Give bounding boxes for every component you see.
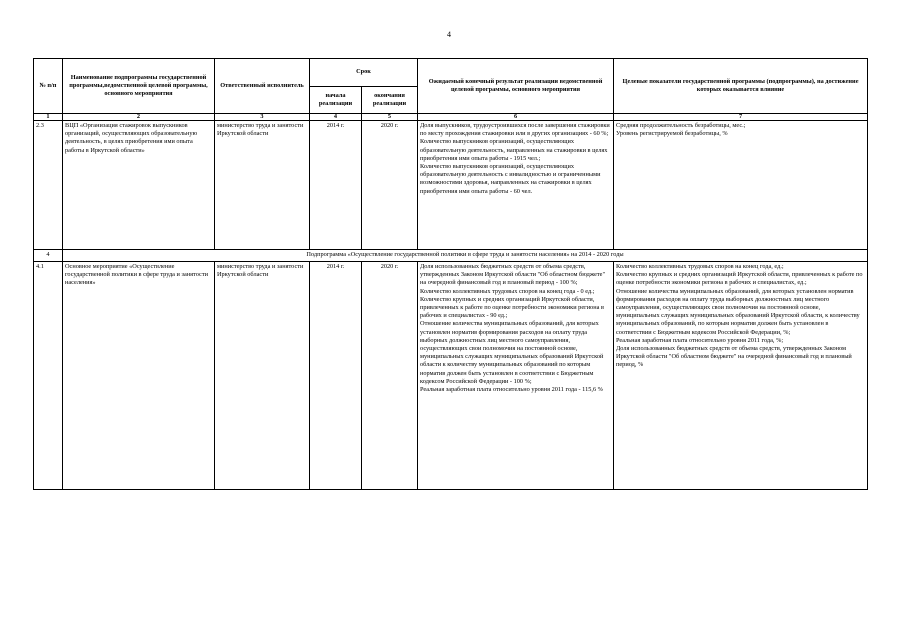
row-name: ВЦП «Организация стажировок выпускников организаций, осуществляющих образовательную деятельность, в целях приобретения ими опыта работы в Иркутской области» [63,121,215,250]
row-result [418,121,614,250]
column-number: 4 [310,114,362,121]
header-start: начала реализации [310,86,362,114]
header-name: Наименование подпрограммы государственной программы,ведомственной целевой программы, основного мероприятия [63,59,215,114]
indicator-item: Доля использованных бюджетных средств от объема средств, утвержденных Законом Иркутской области "Об областном бюджете" на очередной финансовый год и плановый период, % [616,345,852,369]
table-row [34,262,868,490]
column-number-row [34,114,868,121]
header-term: Срок [310,59,418,87]
row-indicators [614,121,868,250]
subprogram-row [34,250,868,262]
result-item: Количество коллективных трудовых споров на конец года - 0 ед.; [420,287,595,295]
subprogram-number: 4 [34,250,63,262]
result-item: Отношение количества муниципальных образований, для которых установлен норматив формирования расходов на оплату труда выборных должностных лиц местного самоуправления, осуществляющих свои полномочия на постоянной основе, муниципальных служащих муниципальных образований Иркутской области к количеству муниципальных образований по которым норматив должен быть установлен в соответствии с Бюджетным кодексом Российской Федерации - 100 %; [420,320,604,385]
row-end: 2020 г. [362,262,418,490]
result-item: Доля выпускников, трудоустроившихся после завершения стажировки по месту прохождения стажировки или в других организациях - 60 %; [420,122,610,138]
row-executor: министерство труда и занятости Иркутской области [215,262,310,490]
row-indicators [614,262,868,490]
row-start: 2014 г. [310,121,362,250]
indicator-item: Количество крупных и средних организаций Иркутской области, привлеченных к работе по оценке потребности экономики региона в рабочих и специалистах, ед.; [616,271,863,287]
page-number: 4 [447,30,451,39]
program-table [33,58,868,490]
subprogram-title: Подпрограмма «Осуществление государственной политики в сфере труда и занятости населения» на 2014 - 2020 годы [63,250,868,262]
row-number: 2.3 [34,121,63,250]
header-indicators: Целевые показатели государственной программы (подпрограммы), на достижение которых оказывается влияние [614,59,868,114]
column-number: 6 [418,114,614,121]
indicator-item: Отношение количества муниципальных образований, для которых установлен норматив формирования расходов на оплату труда выборных должностных лиц местного самоуправления, осуществляющих свои полномочия на постоянной основе, муниципальных служащих муниципальных образований Иркутской области, к количеству муниципальных образований, по которым норматив должен быть установлен в соответствии с Бюджетным кодексом Российской Федерации, %; [616,287,860,336]
row-executor: министерство труда и занятости Иркутской области [215,121,310,250]
result-item: Количество выпускников организаций, осуществляющих образовательную деятельность, направленных на стажировки в целях приобретения ими опыта работы - 1915 чел.; [420,138,608,162]
indicator-item: Количество коллективных трудовых споров на конец года, ед.; [616,263,784,270]
column-number: 1 [34,114,63,121]
header-executor: Ответственный исполнитель [215,59,310,114]
indicator-item: Реальная заработная плата относительно уровня 2011 года, %; [616,336,784,344]
program-table-container [33,58,867,490]
table-row [34,121,868,250]
column-number: 3 [215,114,310,121]
row-number: 4.1 [34,262,63,490]
column-number: 5 [362,114,418,121]
column-number: 2 [63,114,215,121]
row-result [418,262,614,490]
row-name: Основное мероприятие «Осуществление государственной политики в сфере труда и занятости населения» [63,262,215,490]
result-item: Доля использованных бюджетных средств от объема средств, утвержденных Законом Иркутской области "Об областном бюджете" на очередной финансовый год и плановый период - 100 %; [420,263,606,287]
header-result: Ожидаемый конечный результат реализации ведомственной целевой программы, основного мероприятия [418,59,614,114]
header-end: окончания реализации [362,86,418,114]
result-item: Реальная заработная плата относительно уровня 2011 года - 115,6 % [420,386,603,394]
row-start: 2014 г. [310,262,362,490]
row-end: 2020 г. [362,121,418,250]
indicator-item: Средняя продолжительность безработицы, мес.; [616,122,746,129]
result-item: Количество выпускников организаций, осуществляющих образовательную деятельность с инвалидностью и ограниченными возможностями здоровья, направленных на стажировки в целях приобретения ими опыта работы - 60 чел. [420,163,601,195]
column-number: 7 [614,114,868,121]
result-item: Количество крупных и средних организаций Иркутской области, привлеченных к работе по оценке потребности экономики региона в рабочих и специалистах - 90 ед.; [420,295,604,320]
header-row [34,59,868,87]
indicator-item: Уровень регистрируемой безработицы, % [616,130,728,138]
header-num: № п/п [34,59,63,114]
